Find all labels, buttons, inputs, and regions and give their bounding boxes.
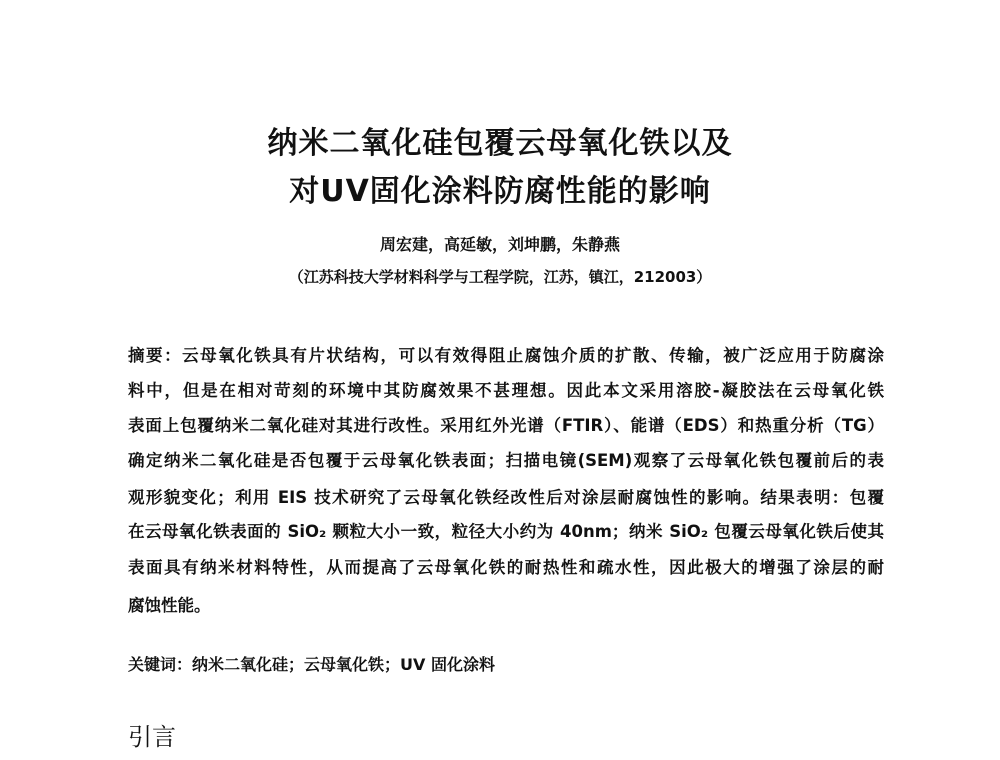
abstract-label: 摘要： xyxy=(128,346,183,365)
abstract-line: 在云母氧化铁表面的 SiO₂ 颗粒大小一致，粒径大小约为 40nm；纳米 SiO₂ 包覆云母氧化铁后使其 xyxy=(128,522,884,541)
abstract-line: 料中，但是在相对苛刻的环境中其防腐效果不甚理想。因此本文采用溶胶-凝胶法在云母氧化铁 xyxy=(128,381,884,400)
abstract-line: 确定纳米二氧化硅是否包覆于云母氧化铁表面；扫描电镜(SEM)观察了云母氧化铁包覆前后的表 xyxy=(128,451,884,470)
title-line-2: 对UV固化涂料防腐性能的影响 xyxy=(289,174,711,209)
authors: 周宏建，高延敏，刘坤鹏，朱静燕 xyxy=(379,235,620,254)
abstract-line xyxy=(128,342,884,366)
abstract-text: 云母氧化铁具有片状结构，可以有效得阻止腐蚀介质的扩散、传输，被广泛应用于防腐涂 xyxy=(182,346,885,365)
abstract-line: 腐蚀性能。 xyxy=(128,596,211,615)
section-heading: 引言 xyxy=(128,723,176,751)
abstract-line: 表面上包覆纳米二氧化硅对其进行改性。采用红外光谱（FTIR）、能谱（EDS）和热重分析（TG） xyxy=(128,416,884,435)
abstract-line: 表面具有纳米材料特性，从而提高了云母氧化铁的耐热性和疏水性，因此极大的增强了涂层的耐 xyxy=(128,558,884,577)
abstract-line: 观形貌变化；利用 EIS 技术研究了云母氧化铁经改性后对涂层耐腐蚀性的影响。结果表明：包覆 xyxy=(128,488,884,507)
keywords: 关键词：纳米二氧化硅；云母氧化铁；UV 固化涂料 xyxy=(128,655,495,674)
title-line-1: 纳米二氧化硅包覆云母氧化铁以及 xyxy=(267,126,733,161)
affiliation: （江苏科技大学材料科学与工程学院，江苏，镇江，212003） xyxy=(288,268,712,286)
